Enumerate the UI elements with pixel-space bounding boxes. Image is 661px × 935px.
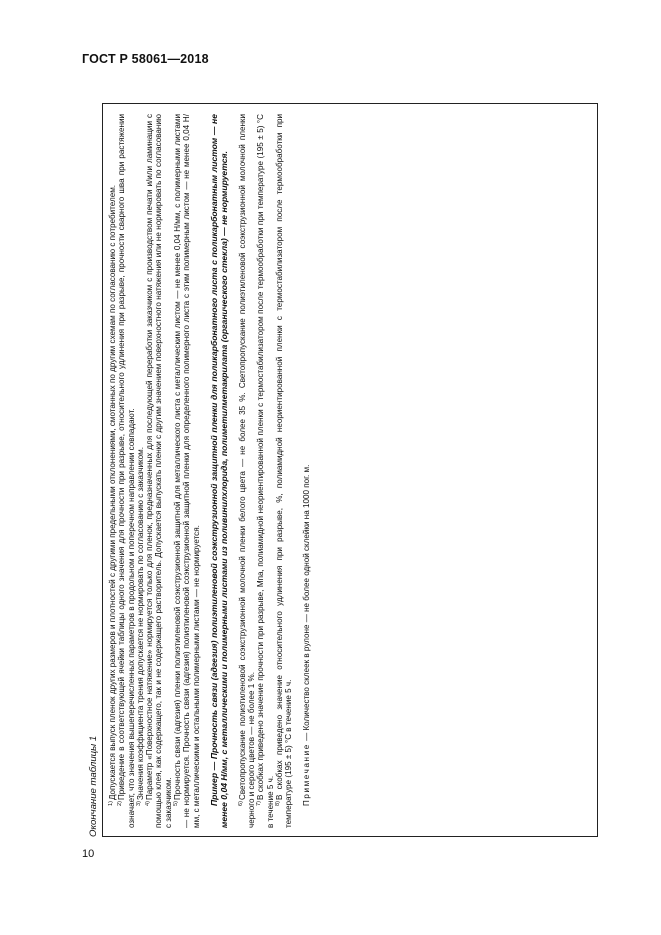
footnote-1 (108, 114, 117, 828)
document-header: ГОСТ Р 58061—2018 (82, 52, 209, 66)
footnote-mark: 7) (256, 801, 263, 806)
footnote-text: Приведение в соответствующей ячейки таблицы одного значения для прочности при разрыве, относительного удлинения при разрыве, прочности сварного шва при растяжении означает, что значения вышеперечисленных параметров в продольном и поперечном направлении совпадают. (117, 114, 136, 828)
footnotes-box (102, 103, 598, 837)
footnote-6 (238, 114, 257, 828)
table-caption: Окончание таблицы 1 (88, 735, 99, 837)
note-label: Примечание (301, 743, 311, 806)
footnote-mark: 5) (173, 801, 180, 806)
table-note (302, 114, 311, 828)
footnote-8 (275, 114, 294, 828)
footnote-mark: 8) (274, 801, 281, 806)
footnote-mark: 4) (145, 801, 152, 806)
footnote-text: В скобках приведено значение относительного удлинения при разрыве, %, полиамидной неориентированной пленки с термостабилизатором после термообработки при температуре (195 ± 5) °С в течение 5 ч. (274, 114, 294, 828)
footnote-text: Параметр «Поверхностное натяжение» нормируется только для пленок, предназначенных для последующей переработки заказчиком с производством печати и/или ламинации с помощью клея, как содержащего, так и не содержащего растворитель. Допускается выпускать пленки с другим значением поверхностного натяжения или не нормировать по согласованию с заказчиком. (145, 114, 173, 828)
footnote-4 (145, 114, 173, 828)
rotated-table-continuation (88, 101, 600, 837)
footnote-mark: 2) (117, 801, 124, 806)
example-paragraph (209, 114, 230, 828)
example-lead: Пример (208, 772, 219, 806)
footnote-mark: 1) (108, 801, 114, 806)
footnote-mark: 6) (237, 801, 244, 806)
page-number: 10 (82, 848, 95, 860)
footnote-text: Светопропускание полиэтиленовой соэкструзионной молочной пленки белого цвета — не более 35 %. Светопропускание полиэтиленовой соэкструзионной молочной пленки черного и серого цветов — не более 1 %. (237, 114, 257, 828)
footnote-3 (136, 114, 145, 828)
example-text: — Прочность связи (адгезия) полиэтиленовой соэкструзионной защитной пленки для поликарбонатного листа с поликарбонатным листом — не менее 0,04 Н/мм, с металлическими и полимерными листами из поливинилхлорида, полиметилметакрилата (органического стекла) — не нормируется. (208, 114, 230, 828)
footnote-5 (173, 114, 201, 828)
footnote-text: В скобках приведено значение прочности при разрыве, Мпа, полиамидной неориентированной пленки с термостабилизатором после термообработки при температуре (195 ± 5) °С в течение 5 ч. (256, 114, 275, 828)
footnote-7 (256, 114, 275, 828)
note-text: — Количество склеек в рулоне — не более одной склейки на 1000 пог. м. (301, 464, 311, 741)
footnote-2 (117, 114, 136, 828)
footnote-text: Значения коэффициента трения допускается не нормировать по согласованию с заказчиком. (135, 447, 145, 801)
footnote-text: Прочность связи (адгезия) пленки полиэтиленовой соэкструзионной защитной для металлического листа с металлическим листом — не менее 0,04 Н/мм, с полимерными листами — не нормируется. Прочность связи (адгезия) полиэтиленовой соэкструзионной защитной пленки для определенного полимерного листа с этим полимерным листом — не менее 0,04 Н/мм, с металлическими и остальными полимерными листами — не нормируется. (173, 114, 201, 828)
footnote-text: Допускается выпуск пленок других размеров и плотностей с другими предельными отклонениями, смотанных по другим схемам по согласованию с потребителем. (108, 184, 117, 801)
footnote-mark: 3) (135, 801, 142, 806)
